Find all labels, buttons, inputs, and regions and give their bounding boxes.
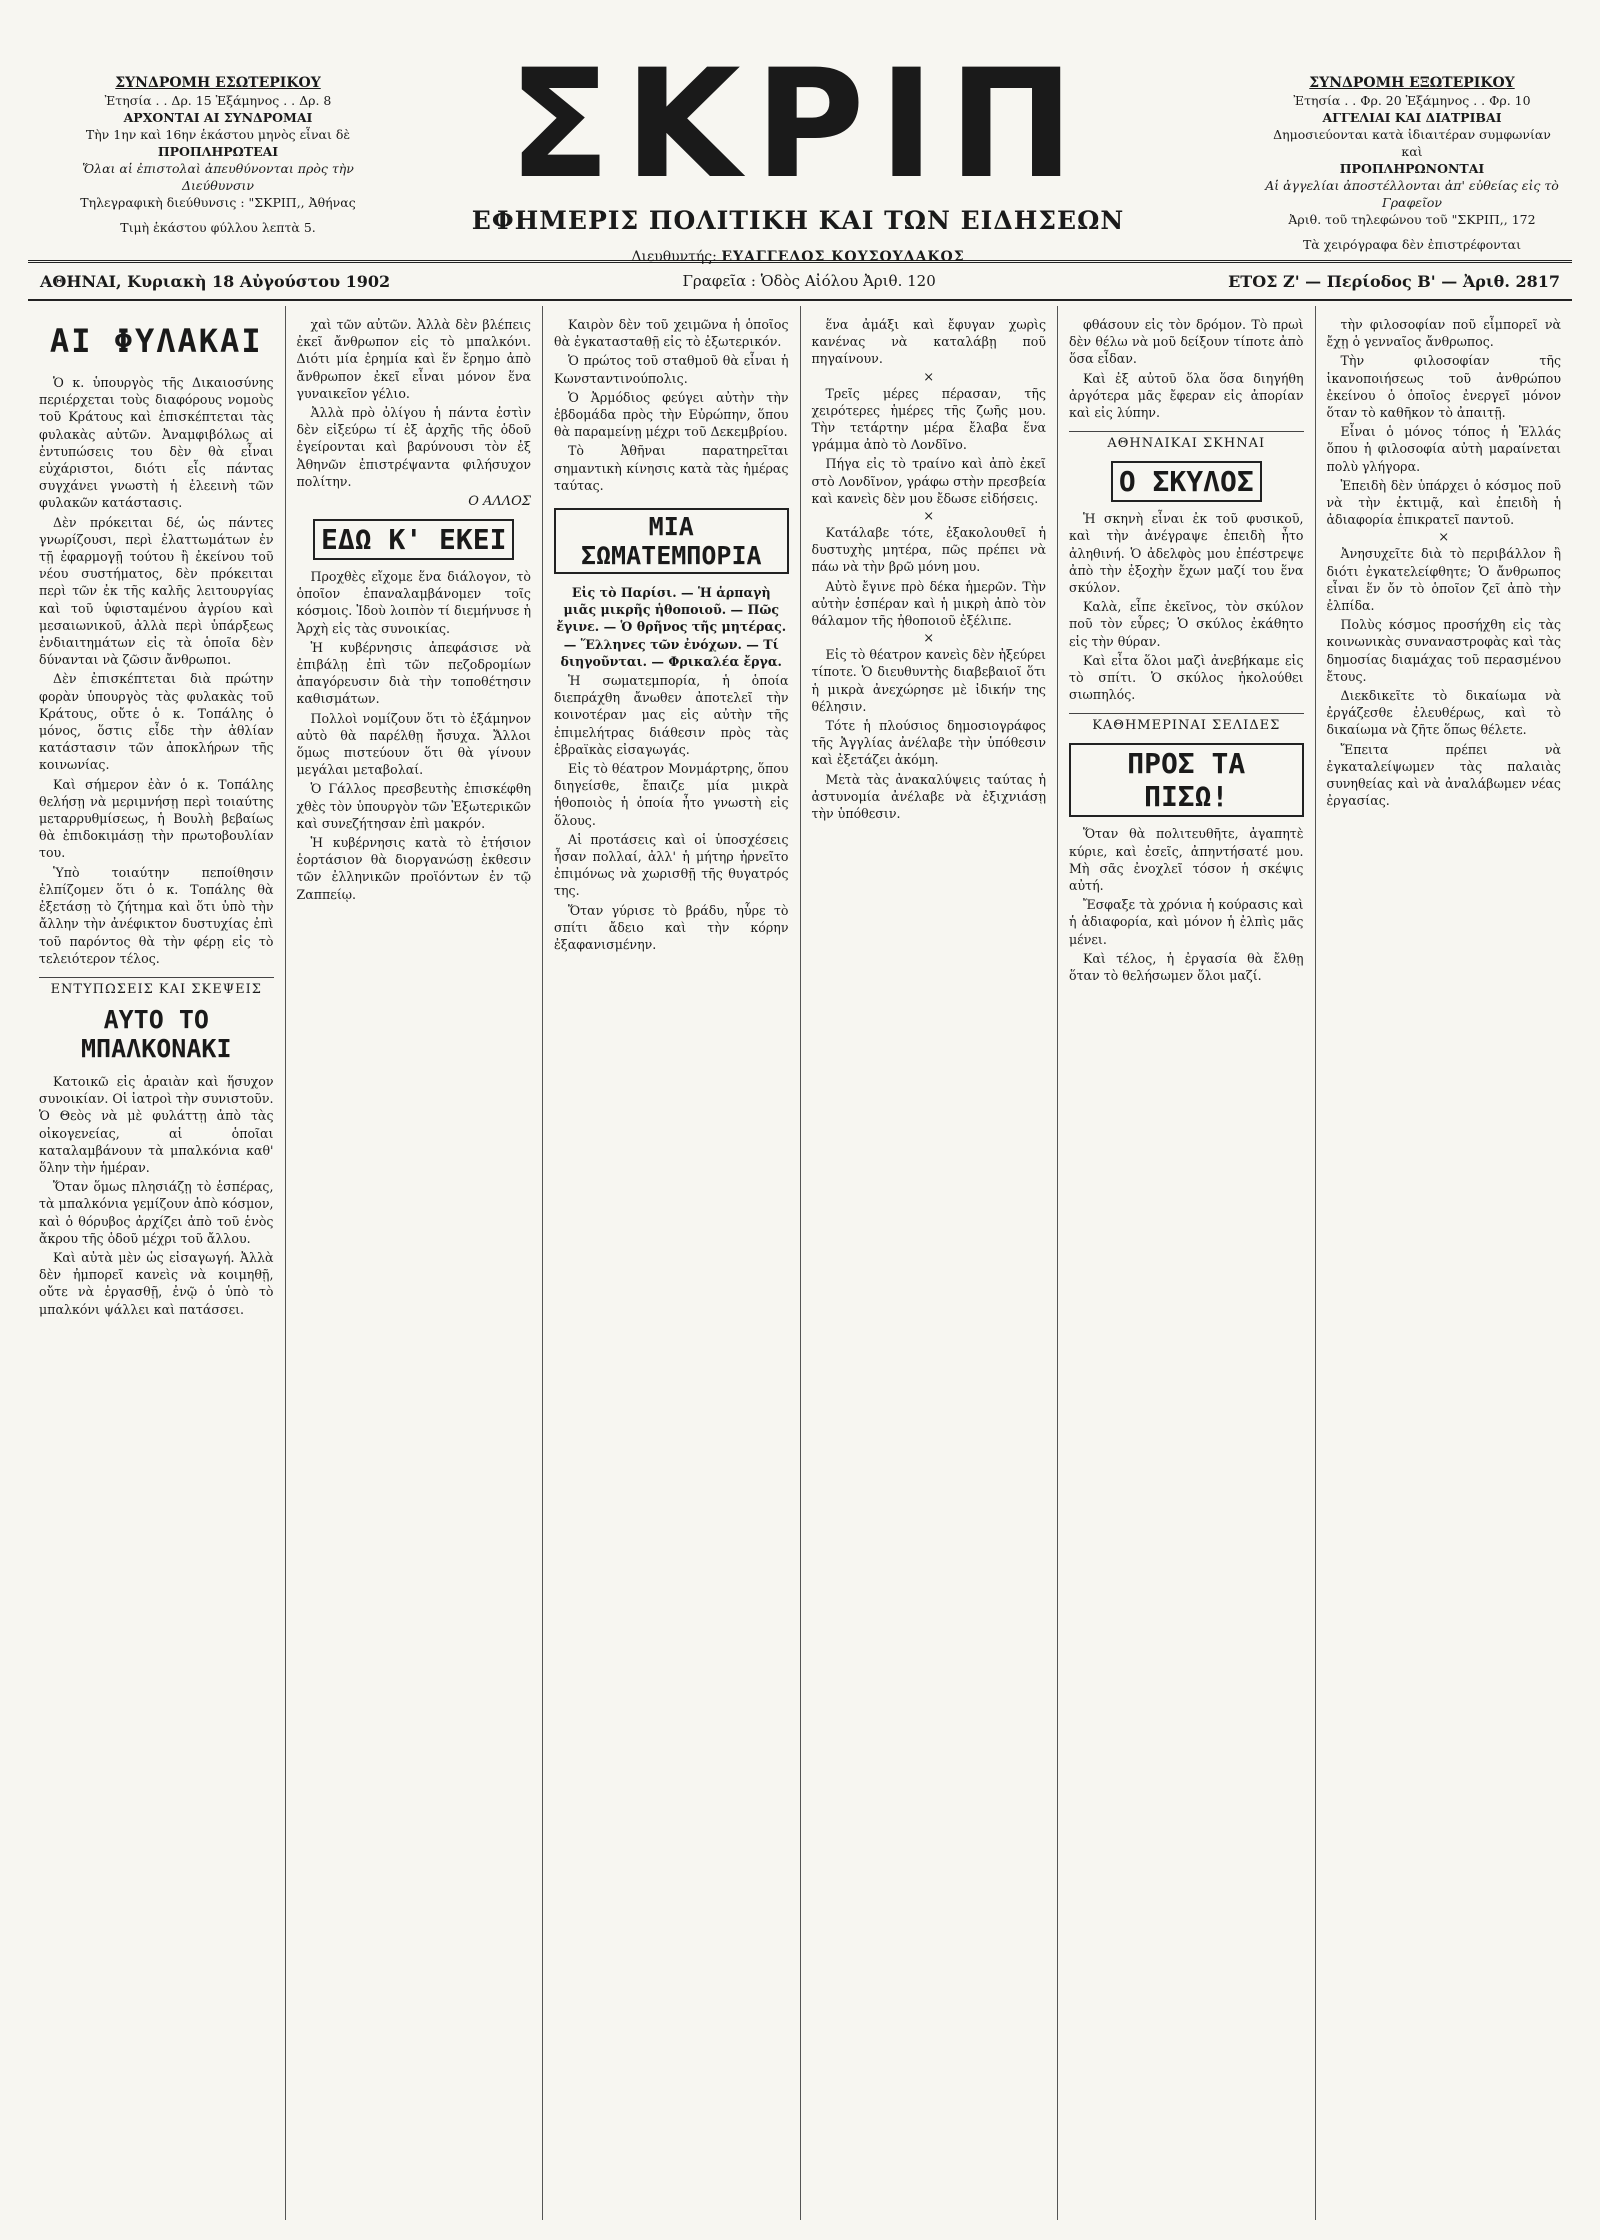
newspaper-page (28, 20, 1572, 2220)
paragraph: Ὁ κ. ὑπουργὸς τῆς Δικαιοσύνης περιέρχεται τοὺς διαφόρους νομοὺς τοῦ Κράτους καὶ ἐπισκέπτεται τὰς φυλακὰς αὐτῶν. Ἀναμφιβόλως αἱ ἐντυπώσεις του δὲν θὰ εἶναι εὐχάριστοι, διότι εἶς πάντας συγχάνει γνωστὴ ἡ ἐλεεινὴ τῶν φυλακῶν κατάστασις. (39, 375, 274, 511)
issue-number: ΕΤΟΣ Ζ' — Περίοδος Β' — Ἀριθ. 2817 (1228, 271, 1560, 291)
paragraph: Ὅταν ὅμως πλησιάζῃ τὸ ἑσπέρας, τὰ μπαλκόνια γεμίζουν ἀπὸ κόσμον, καὶ ὁ θόρυβος ἀρχίζει ἀπὸ τοῦ ἑνὸς ἄκρου τῆς ὁδοῦ μέχρι τοῦ ἄλλου. (39, 1179, 274, 1246)
domestic-note-4: Ὅλαι αἱ ἐπιστολαὶ ἀπευθύνονται πρὸς τὴν Διεύθυνσιν (82, 161, 354, 193)
newspaper-subtitle: ΕΦΗΜΕΡΙΣ ΠΟΛΙΤΙΚΗ ΚΑΙ ΤΩΝ ΕΙΔΗΣΕΩΝ (471, 206, 1125, 235)
section-kicker: ΑΘΗΝΑΙΚΑΙ ΣΚΗΝΑΙ (1069, 431, 1304, 451)
paragraph: Ὁ Ἀρμόδιος φεύγει αὐτὴν τὴν ἑβδομάδα πρὸς τὴν Εὐρώπην, ὅπου θὰ παραμείνῃ μέχρι τοῦ Δεκεμβρίου. (554, 389, 789, 440)
paragraph: φθάσουν εἰς τὸν δρόμον. Τὸ πρωὶ δὲν θέλω νὰ μοῦ δείξουν τίποτε ἀπὸ ὅσα εἶδαν. (1069, 317, 1304, 367)
headline-box: Ο ΣΚΥΛΟΣ (1111, 461, 1262, 502)
paragraph: Ἔπειτα πρέπει νὰ ἐγκαταλείψωμεν τὰς παλαιὰς συνηθείας καὶ νὰ ἀναλάβωμεν νέας ἐργασίας. (1326, 741, 1561, 809)
masthead (28, 20, 1572, 263)
subheadline: Εἰς τὸ Παρίσι. — Ἡ ἁρπαγὴ μιᾶς μικρῆς ἡθοποιοῦ. — Πῶς ἔγινε. — Ὁ θρῆνος τῆς μητέρας. — Ἕλληνες τῶν ἐνόχων. — Τί διηγοῦνται. — Φρικαλέα ἔργα. (556, 585, 787, 669)
paragraph: Προχθὲς εἴχομε ἕνα διάλογον, τὸ ὁποῖον ἐπαναλαμβάνομεν τοῖς κόσμοις. Ἰδοὺ λοιπὸν τί διεμήνυσε ἡ Ἀρχὴ εἰς τὰς συνοικίας. (296, 569, 531, 636)
paragraph: Ὑπὸ τοιαύτην πεποίθησιν ἐλπίζομεν ὅτι ὁ κ. Τοπάλης θὰ ἐξετάσῃ τὸ ζήτημα καὶ ὅτι ὑπὸ τὴν ἄλλην τὴν ἀνέφικτον δυστυχίας ἐπὶ τοῦ παρόντος θὰ τὴν φέρῃ εἰς τὸ τελειότερον τέλος. (39, 864, 274, 966)
separator: × (923, 631, 935, 647)
dateline (28, 263, 1572, 301)
headline-box: ΜΙΑ ΣΩΜΑΤΕΜΠΟΡΙΑ (554, 508, 789, 574)
headline-prisons: ΑΙ ΦΥΛΑΚΑΙ (49, 322, 263, 360)
paragraph: Τρεῖς μέρες πέρασαν, τῆς χειρότερες ἡμέρες τῆς ζωῆς μου. Τὴν τετάρτην μέρα ἔλαβα ἕνα γράμμα ἀπὸ τὸ Λονδῖνο. (811, 385, 1046, 453)
paragraph: Καὶ σήμερον ἐὰν ὁ κ. Τοπάλης θελήσῃ νὰ μεριμνήσῃ περὶ τοιαύτης μεταρρυθμίσεως, ἡ Βουλὴ βεβαίως θὰ ἐπιδοκιμάσῃ τὴν πρωτοβουλίαν του. (39, 776, 274, 861)
paragraph: Καλὰ, εἶπε ἐκεῖνος, τὸν σκύλον ποῦ τὸν εὗρες; Ὁ σκύλος ἐκάθητο εἰς τὴν θύραν. (1069, 599, 1304, 649)
subscription-domestic-box (68, 75, 368, 236)
subscription-foreign-box (1262, 75, 1562, 253)
paragraph: Αἱ προτάσεις καὶ οἱ ὑποσχέσεις ἦσαν πολλαί, ἀλλ' ἡ μήτηρ ἠρνεῖτο ἐπιμόνως νὰ χωρισθῇ τῆς θυγατρός της. (554, 831, 789, 899)
paragraph: Ὁ Γάλλος πρεσβευτὴς ἐπισκέφθη χθὲς τὸν ὑπουργὸν τῶν Ἐξωτερικῶν καὶ συνεζήτησαν ἐπὶ μακρόν. (296, 781, 531, 831)
column-5 (1058, 306, 1316, 2220)
domestic-note-1: ΑΡΧΟΝΤΑΙ ΑΙ ΣΥΝΔΡΟΜΑΙ (123, 110, 313, 125)
masthead-center (408, 38, 1188, 265)
paragraph: Τὴν φιλοσοφίαν τῆς ἱκανοποιήσεως τοῦ ἀνθρώπου ἐκείνου ὁ ὁποῖος ἐνεργεῖ μόνον ὅταν τὸ καθῆκον τὸ ἀπαιτῇ. (1326, 353, 1561, 421)
paragraph: Πήγα εἰς τὸ τραίνο καὶ ἀπὸ ἐκεῖ στὸ Λονδῖνον, γράφω στὴν πρεσβεία καὶ κανεὶς δὲν μου ἔδωσε εἰδήσεις. (811, 456, 1046, 506)
domestic-note-2: Τὴν 1ην καὶ 16ην ἑκάστου μηνὸς εἶναι δὲ (85, 127, 351, 142)
foreign-note-2: Δημοσιεύονται κατὰ ἰδιαιτέραν συμφωνίαν καὶ (1273, 127, 1551, 159)
paragraph: Τότε ἡ πλούσιος δημοσιογράφος τῆς Ἀγγλίας ἀνέλαβε τὴν ὑπόθεσιν καὶ ἐξετάζει ἀκόμη. (811, 718, 1046, 768)
column-3 (543, 306, 801, 2220)
columns (28, 306, 1572, 2220)
paragraph: Ὅταν γύρισε τὸ βράδυ, ηὗρε τὸ σπίτι ἄδειο καὶ τὴν κόρην ἐξαφανισμένην. (554, 902, 789, 953)
paragraph: Ἡ σωματεμπορία, ἡ ὁποία διεπράχθη ἄνωθεν ἀποτελεῖ τὴν κοινοτέραν μας εἰς αὐτὴν τῆς ἐπιμελήτρας διάθεσιν πρὸς τὰς ἑβραϊκὰς εἰσαγωγάς. (554, 673, 789, 757)
paragraph: Ἔσφαξε τὰ χρόνια ἡ κούρασις καὶ ἡ ἀδιαφορία, καὶ μόνον ἡ ἐλπὶς μᾶς μένει. (1069, 897, 1304, 947)
paragraph: Εἰς τὸ θέατρον Μονμάρτρης, ὅπου διηγείσθε, ἔπαιζε μία μικρὰ ἡθοποιὸς ἡ ὁποία ἦτο γνωστὴ εἰς ὅλους. (554, 761, 789, 828)
paragraph: Κατοικῶ εἰς ἀραιὰν καὶ ἥσυχον συνοικίαν. Οἱ ἰατροὶ τὴν συνιστοῦν. Ὁ Θεὸς νὰ μὲ φυλάττῃ ἀπὸ τὰς οἰκογενείας, αἱ ὁποῖαι καταλαμβάνουν τὰ μπαλκόνια καθ' ὅλην τὴν ἡμέραν. (39, 1073, 274, 1175)
domestic-note-3: ΠΡΟΠΛΗΡΩΤΕΑΙ (157, 144, 279, 159)
newspaper-title: ΣΚΡΙΠ (508, 38, 1088, 212)
paragraph: Πολλοὶ νομίζουν ὅτι τὸ ἑξάμηνον αὐτὸ θὰ παρέλθῃ ἤσυχα. Ἄλλοι ὅμως πιστεύουν ὅτι θὰ γίνουν μεγάλαι μεταβολαί. (296, 710, 531, 778)
paragraph: Κατάλαβε τότε, ἐξακολουθεῖ ἡ δυστυχὴς μητέρα, πῶς πρέπει νὰ πάω νὰ τὴν βρῶ μόνη μου. (811, 525, 1046, 575)
headline-box: ΕΔΩ Κ' ΕΚΕΙ (313, 519, 514, 560)
section-kicker: ΚΑΘΗΜΕΡΙΝΑΙ ΣΕΛΙΔΕΣ (1069, 713, 1304, 733)
issue-date: ΑΘΗΝΑΙ, Κυριακὴ 18 Αὐγούστου 1902 (40, 271, 391, 291)
headline-here-and-there (297, 519, 532, 560)
director-name: ΕΥΑΓΓΕΛΟΣ ΚΟΥΣΟΥΛΑΚΟΣ (721, 249, 965, 265)
foreign-heading: ΣΥΝΔΡΟΜΗ ΕΞΩΤΕΡΙΚΟΥ (1309, 75, 1515, 91)
foreign-note-4: Αἱ ἀγγελίαι ἀποστέλλονται ἀπ' εὐθείας εἰς τὸ Γραφεῖον (1265, 178, 1559, 210)
column-1 (28, 306, 286, 2220)
paragraph: Καὶ εἶτα ὅλοι μαζὶ ἀνεβήκαμε εἰς τὸ σπίτι. Ὁ σκύλος ἠκολούθει σιωπηλός. (1069, 652, 1304, 703)
paragraph: χαὶ τῶν αὐτῶν. Ἀλλὰ δὲν βλέπεις ἐκεῖ ἄνθρωπον εἰς τὸ μπαλκόνι. Διότι μία ἐρημία καὶ ἕν ἔρημο ἀπὸ ἄνθρωπον ἐκεῖ εἶναι μόνον ἕνα γυναικεῖον γέλιο. (296, 317, 531, 401)
phone-number: Ἀριθ. τοῦ τηλεφώνου τοῦ "ΣΚΡΙΠ,, 172 (1288, 212, 1536, 227)
paragraph: Ὁ πρώτος τοῦ σταθμοῦ θὰ εἶναι ἡ Κωνσταντινούπολις. (554, 353, 789, 386)
paragraph: Εἶναι ὁ μόνος τόπος ἡ Ἑλλάς ὅπου ἡ φιλοσοφία αὐτὴ μαραίνεται πολὺ γλήγορα. (1326, 424, 1561, 474)
paragraph: ἕνα ἀμάξι καὶ ἔφυγαν χωρὶς κανένας νὰ καταλάβῃ ποῦ πηγαίνουν. (811, 317, 1046, 367)
paragraph: Ἀνησυχεῖτε διὰ τὸ περιβάλλον ἢ διότι ἐγκατελείφθητε; Ὁ ἄνθρωπος εἶναι ἕν ὄν τὸ ὁποῖον ζεῖ ἀπὸ τὴν ἐλπίδα. (1326, 546, 1561, 614)
paragraph: Ἀλλὰ πρὸ ὀλίγου ἡ πάντα ἐστὶν δὲν εἰξεύρω τί ἐξ ἀρχῆς τῆς ὁδοῦ ἐγείρονται καὶ βαρύνουσι τὸν ἐξ Ἀθηνῶν ἐπιστρέψαντα φιλήσυχον πολίτην. (296, 405, 531, 489)
byline: Ο ΑΛΛΟΣ (468, 494, 531, 510)
paragraph: Πολὺς κόσμος προσήχθη εἰς τὰς κοινωνικὰς συναναστροφὰς καὶ τὰς δημοσίας διαμάχας τοῦ περασμένου ἔτους. (1326, 617, 1561, 684)
paragraph: Δὲν πρόκειται δέ, ὡς πάντες γνωρίζουσι, περὶ ἐλαττωμάτων ἐν τῇ ἐφαρμογῇ τούτου ἢ ἐκείνου τοῦ νέου συστήματος, δὲν πρόκειται περὶ τῶν ἐκ τῆς καλῆς λειτουργίας καὶ τοῦ ὑφισταμένου ἀγρίου καὶ μεσαιωνικοῦ, ἀλλὰ περὶ ὑπάρξεως ἐνδιαιτημάτων εἰς τὰ ὁποῖα δὲν δύνανται νὰ ζῶσιν ἄνθρωποι. (39, 514, 274, 668)
paragraph: Μετὰ τὰς ἀνακαλύψεις ταύτας ἡ ἀστυνομία ἀνέλαβε νὰ ἐξιχνιάσῃ τὴν ὑπόθεσιν. (811, 771, 1046, 822)
director-line (408, 249, 1188, 265)
paragraph: Ἡ κυβέρνησις κατὰ τὸ ἐτήσιον ἑορτάσιον θὰ διοργανώσῃ ἐκθεσιν τῶν ἐλληνικῶν προϊόντων ἐν τῷ Ζαππείῳ. (296, 835, 531, 902)
paragraph: Εἰς τὸ θέατρον κανεὶς δὲν ἠξεύρει τίποτε. Ὁ διευθυντὴς διαβεβαιοῖ ὅτι ἡ μικρὰ ἀνεχώρησε μὲ ἰδικήν της θέλησιν. (811, 647, 1046, 714)
headline-trafficking (554, 508, 789, 574)
separator: × (923, 509, 935, 525)
paragraph: Διεκδικεῖτε τὸ δικαίωμα νὰ ἐργάζεσθε ἐλευθέρως, καὶ τὸ δικαίωμα νὰ ζῆτε ὅπως θέλετε. (1326, 688, 1561, 738)
foreign-prices: Ἐτησία . . Φρ. 20 Ἑξάμηνος . . Φρ. 10 (1293, 93, 1531, 108)
column-4 (801, 306, 1059, 2220)
paragraph: Αὐτὸ ἔγινε πρὸ δέκα ἡμερῶν. Τὴν αὐτὴν ἑσπέραν καὶ ἡ μικρὴ ἀπὸ τὸν θάλαμον τῆς ἠθοποιοῦ ἐξέλιπε. (811, 578, 1046, 629)
paragraph: Δὲν ἐπισκέπτεται διὰ πρώτην φορὰν ὑπουργὸς τὰς φυλακὰς τοῦ Κράτους, οὔτε ὁ κ. Τοπάλης ὁ μόνος, ὅστις εἶδε τὴν ἀθλίαν κατάστασιν τῶν ἀποκλήρων τῆς κοινωνίας. (39, 671, 274, 773)
domestic-heading: ΣΥΝΔΡΟΜΗ ΕΣΩΤΕΡΙΚΟΥ (115, 75, 321, 91)
column-6 (1316, 306, 1573, 2220)
domestic-prices: Ἐτησία . . Δρ. 15 Ἑξάμηνος . . Δρ. 8 (104, 93, 332, 108)
section-kicker: ΕΝΤΥΠΩΣΕΙΣ ΚΑΙ ΣΚΕΨΕΙΣ (39, 977, 274, 997)
headline-box: ΠΡΟΣ ΤΑ ΠΙΣΩ! (1069, 743, 1304, 817)
office-address: Γραφεῖα : Ὁδὸς Αἰόλου Ἀριθ. 120 (682, 272, 936, 290)
paragraph: Καὶ τέλος, ἡ ἐργασία θὰ ἔλθῃ ὅταν τὸ θελήσωμεν ὅλοι μαζί. (1069, 950, 1304, 984)
separator: × (1438, 530, 1450, 546)
foreign-note-3: ΠΡΟΠΛΗΡΩΝΟΝΤΑΙ (1339, 161, 1485, 176)
telegraph-address: Τηλεγραφικὴ διεύθυνσις : "ΣΚΡΙΠ,, Ἀθήνας (80, 195, 356, 210)
paragraph: Ἐπειδὴ δὲν ὑπάρχει ὁ κόσμος ποῦ νὰ τὴν ἐκτιμᾷ, καὶ ἐπειδὴ ἡ ἀδιαφορία ἐπικρατεῖ παντοῦ. (1326, 477, 1561, 528)
paragraph: Καιρὸν δὲν τοῦ χειμῶνα ἡ ὁποῖος θὰ ἐγκατασταθῇ εἰς τὸ ἐξωτερικόν. (554, 317, 789, 350)
director-label: Διευθυντής: (631, 249, 717, 265)
foreign-note-1: ΑΓΓΕΛΙΑΙ ΚΑΙ ΔΙΑΤΡΙΒΑΙ (1322, 110, 1502, 125)
paragraph: Τὸ Ἀθῆναι παρατηρεῖται σημαντικὴ κίνησις κατὰ τὰς ἡμέρας ταύτας. (554, 443, 789, 493)
paragraph: Ὅταν θὰ πολιτευθῆτε, ἀγαπητὲ κύριε, καὶ ἐσεῖς, ἀπηντήσατέ μου. Μὴ σᾶς ἐνοχλεῖ τόσον ἡ σκέψις αὐτή. (1069, 826, 1304, 894)
paragraph: Ἡ σκηνὴ εἶναι ἐκ τοῦ φυσικοῦ, καὶ τὴν ἀνέγραψε ἐπειδὴ ἦτο ἀληθινή. Ὁ ἀδελφὸς μου ἐπέστρεψε ἀπὸ τὴν ἐξοχὴν ἔχων μαζί του ἕνα σκύλον. (1069, 511, 1304, 596)
headline-dog (1069, 461, 1304, 502)
manuscripts-note: Τὰ χειρόγραφα δὲν ἐπιστρέφονται (1302, 237, 1522, 252)
paragraph: Καὶ αὐτὰ μὲν ὡς εἰσαγωγή. Ἀλλὰ δὲν ἠμπορεῖ κανεὶς νὰ κοιμηθῇ, οὔτε νὰ ἐργασθῇ, ἐνῷ ὁ ὑπὸ τὸ μπαλκόνι ψάλλει καὶ πατάσσει. (39, 1249, 274, 1317)
headline-balcony: ΑΥΤΟ ΤΟ ΜΠΑΛΚΟΝΑΚΙ (80, 1004, 232, 1063)
column-2 (286, 306, 544, 2220)
paragraph: Καὶ ἐξ αὐτοῦ ὅλα ὅσα διηγήθη ἀργότερα μᾶς ἔφεραν εἰς ἀπορίαν καὶ εἰς λύπην. (1069, 370, 1304, 421)
issue-price: Τιμὴ ἑκάστου φύλλου λεπτὰ 5. (120, 220, 316, 235)
paragraph: Ἡ κυβέρνησις ἀπεφάσισε νὰ ἐπιβάλῃ ἐπὶ τῶν πεζοδρομίων ἀπαγόρευσιν διὰ τὴν τοποθέτησιν καθισμάτων. (296, 639, 531, 707)
paragraph: τὴν φιλοσοφίαν ποῦ εἶμπορεῖ νὰ ἔχῃ ὁ γενναῖος ἄνθρωπος. (1326, 317, 1561, 350)
headline-backwards (1069, 743, 1304, 817)
separator: × (923, 369, 935, 385)
